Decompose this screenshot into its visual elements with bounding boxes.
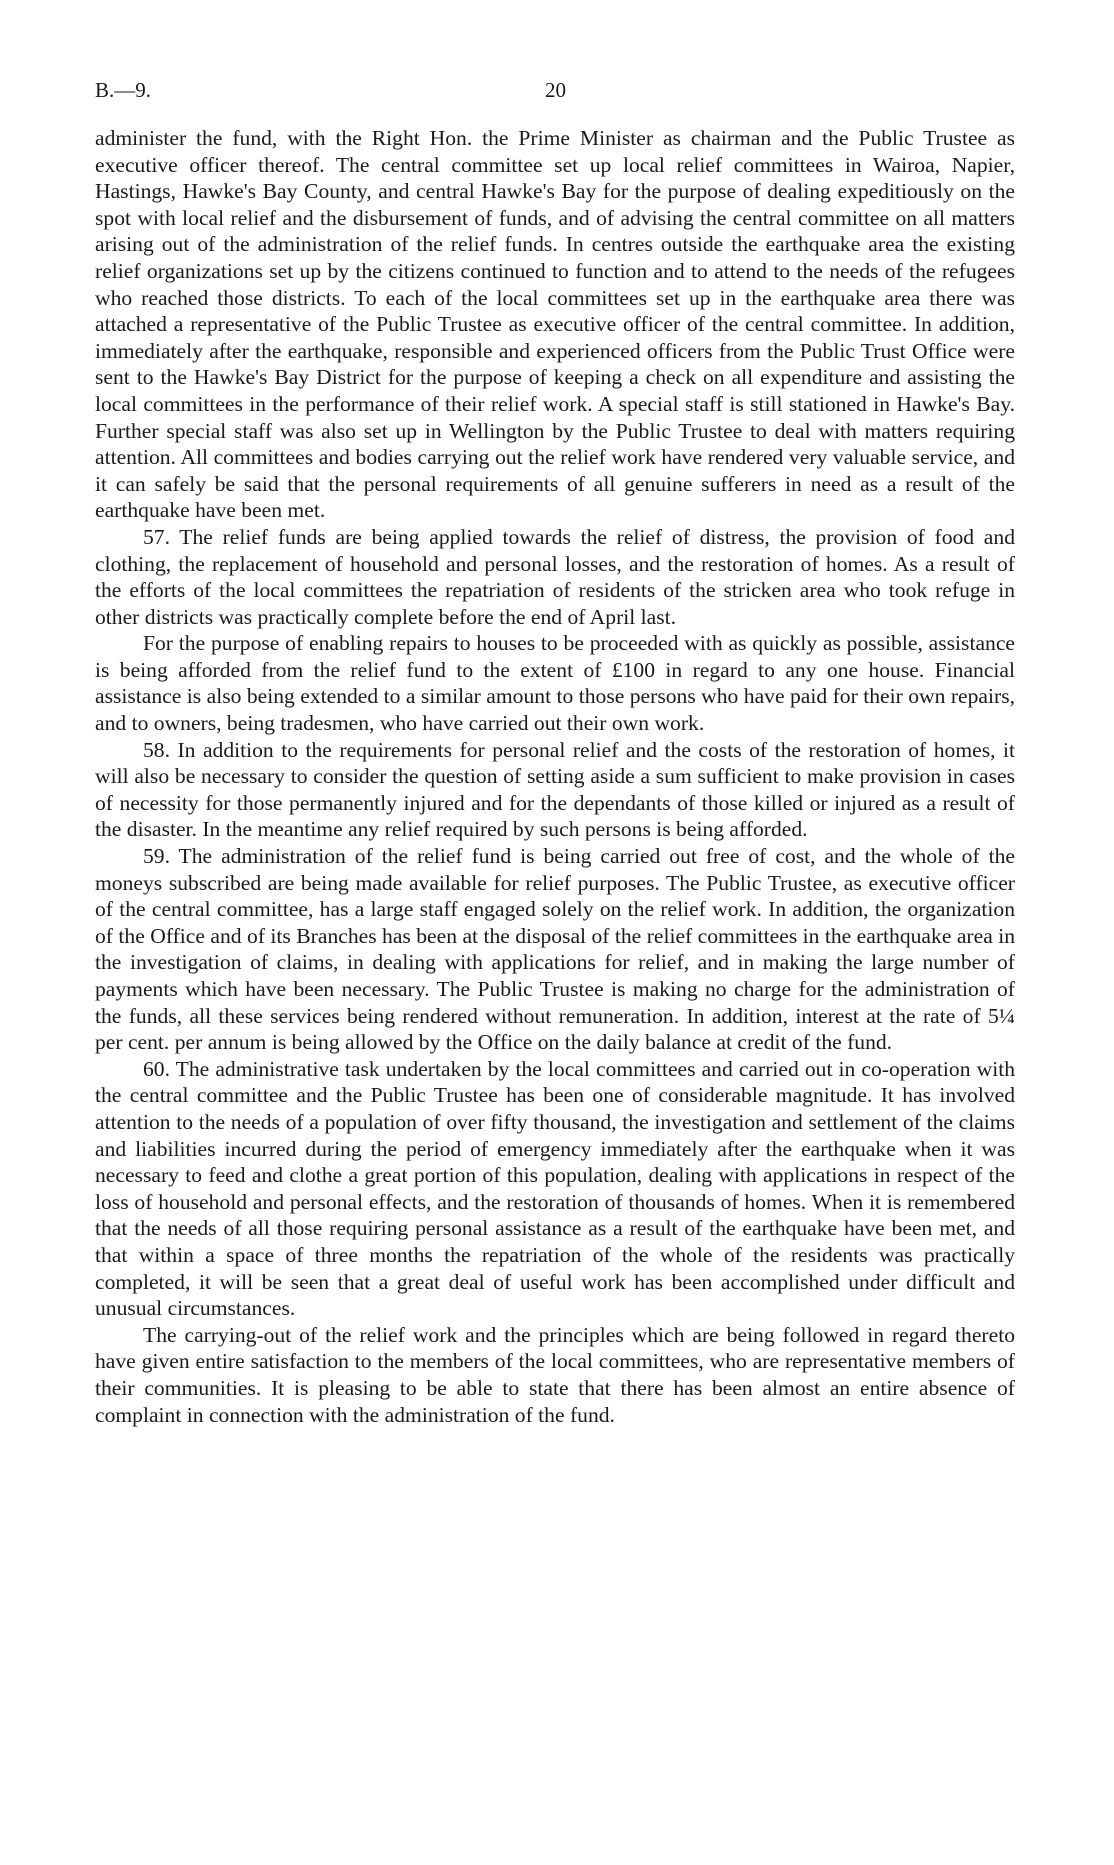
page-header xyxy=(95,78,1015,108)
paragraph-58: 58. In addition to the requirements for personal relief and the costs of the restoration of homes, it will also be necessary to consider the question of setting aside a sum sufficient to make provision in cases of necessity for those permanently injured and for the dependants of those killed or injured as a result of the disaster. In the meantime any relief required by such persons is being afforded. xyxy=(95,737,1015,842)
paragraph-conclusion: The carrying-out of the relief work and the principles which are being followed in regard thereto have given entire satisfaction to the members of the local committees, who are representative members of their communities. It is pleasing to be able to state that there has been almost an entire absence of complaint in connection with the administration of the fund. xyxy=(95,1322,1015,1427)
paragraph-60: 60. The administrative task undertaken by the local committees and carried out in co-operation with the central committee and the Public Trustee has been one of considerable magnitude. It has involved attention to the needs of a population of over fifty thousand, the investigation and settlement of the claims and liabilities incurred during the period of emergency immediately after the earthquake when it was necessary to feed and clothe a great portion of this population, dealing with applications in respect of the loss of household and personal effects, and the restoration of thousands of homes. When it is remembered that the needs of all those requiring personal assistance as a result of the earthquake have been met, and that within a space of three months the repatriation of the whole of the residents was practically completed, it will be seen that a great deal of useful work has been accomplished under difficult and unusual circumstances. xyxy=(95,1056,1015,1321)
paragraph-repairs: For the purpose of enabling repairs to houses to be proceeded with as quickly as possible, assistance is being afforded from the relief fund to the extent of £100 in regard to any one house. Financial assistance is also being extended to a similar amount to those persons who have paid for their own repairs, and to owners, being tradesmen, who have carried out their own work. xyxy=(95,631,1015,736)
paragraph-59: 59. The administration of the relief fund is being carried out free of cost, and the whole of the moneys subscribed are being made available for relief purposes. The Public Trustee, as executive officer of the central committee, has a large staff engaged solely on the relief work. In addition, the organization of the Office and of its Branches has been at the disposal of the relief committees in the earthquake area in the investigation of claims, in dealing with applications for relief, and in making the large number of payments which have been necessary. The Public Trustee is making no charge for the administration of the funds, all these services being rendered without remuneration. In addition, interest at the rate of 5¼ per cent. per annum is being allowed by the Office on the daily balance at credit of the fund. xyxy=(95,844,1015,1055)
paragraph-57: 57. The relief funds are being applied towards the relief of distress, the provision of food and clothing, the replacement of household and personal losses, and the restoration of homes. As a result of the efforts of the local committees the repatriation of residents of the stricken area who took refuge in other districts was practically complete before the end of April last. xyxy=(95,524,1015,629)
paragraph-continuation: administer the fund, with the Right Hon. the Prime Minister as chairman and the Public Trustee as executive officer thereof. The central committee set up local relief committees in Wairoa, Napier, Hastings, Hawke's Bay County, and central Hawke's Bay for the purpose of dealing expeditiously on the spot with local relief and the disbursement of funds, and of advising the central committee on all matters arising out of the administration of the relief funds. In centres outside the earthquake area the existing relief organizations set up by the citizens continued to function and to attend to the needs of the refugees who reached those districts. To each of the local committees set up in the earthquake area there was attached a representative of the Public Trustee as executive officer of the central committee. In addition, immediately after the earthquake, responsible and experienced officers from the Public Trust Office were sent to the Hawke's Bay District for the purpose of keeping a check on all expenditure and assisting the local committees in the performance of their relief work. A special staff is still stationed in Hawke's Bay. Further special staff was also set up in Wellington by the Public Trustee to deal with matters requiring attention. All committees and bodies carrying out the relief work have rendered very valuable service, and it can safely be said that the personal requirements of all genuine sufferers in need as a result of the earthquake have been met. xyxy=(95,126,1015,523)
body-text xyxy=(95,125,1015,1428)
page-number: 20 xyxy=(545,78,566,102)
document-reference: B.—9. xyxy=(95,78,152,102)
